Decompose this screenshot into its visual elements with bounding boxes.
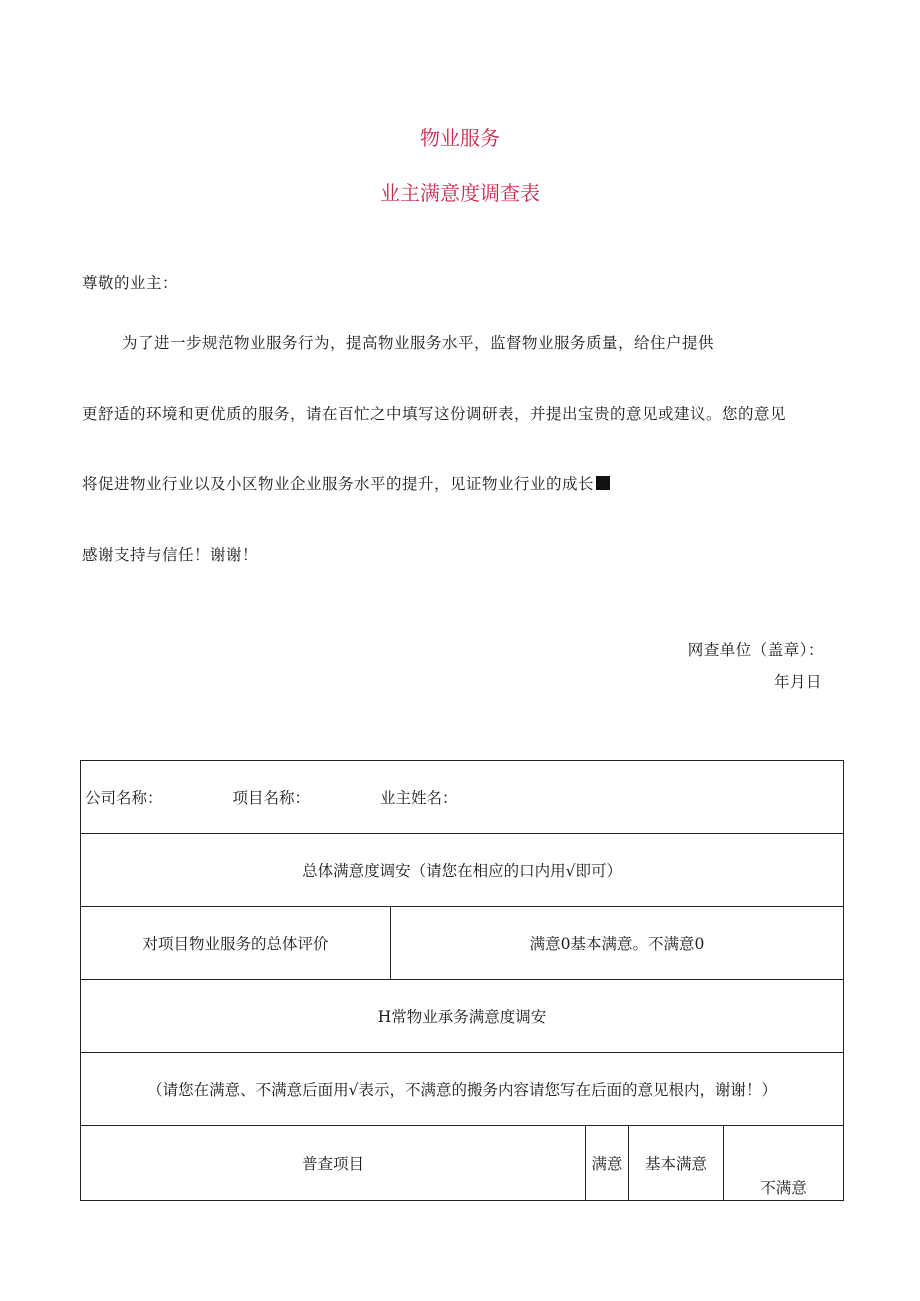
info-cell — [81, 761, 844, 834]
column-basic-satisfied: 基本满意 — [629, 1126, 724, 1201]
intro-paragraph-line-1: 为了进一步规范物业服务行为，提高物业服务水平，监督物业服务质量，给住户提供 — [122, 334, 715, 352]
overall-satisfaction-header: 总体满意度调安（请您在相应的口内用√即可） — [81, 834, 844, 907]
page-title: 物业服务 — [420, 126, 500, 150]
intro-paragraph-line-3-text: 将促进物业行业以及小区物业企业服务水平的提升，见证物业行业的成长 — [82, 475, 595, 493]
project-name-label: 项目名称： — [232, 789, 311, 807]
intro-paragraph-line-2: 更舒适的环境和更优质的服务，请在百忙之中填写这份调研表，并提出宝贵的意见或建议。您的意见 — [82, 405, 787, 423]
overall-row — [81, 907, 844, 980]
column-header-row — [81, 1126, 844, 1201]
overall-evaluation-options[interactable]: 满意0基本满意。不满意0 — [391, 907, 844, 980]
daily-header-row — [81, 980, 844, 1053]
column-survey-item: 普查项目 — [81, 1126, 586, 1201]
intro-paragraph-line-3 — [82, 472, 610, 494]
overall-evaluation-item: 对项目物业服务的总体评价 — [81, 907, 391, 980]
survey-table — [80, 760, 844, 1201]
daily-service-header: H常物业承务满意度调安 — [81, 980, 844, 1053]
company-name-label: 公司名称： — [85, 789, 163, 807]
redaction-block — [596, 476, 610, 490]
salutation: 尊敬的业主： — [82, 274, 179, 292]
daily-service-instruction: （请您在满意、不满意后面用√表示，不满意的搬务内容请您写在后面的意见根内，谢谢！） — [81, 1053, 844, 1126]
page-subtitle: 业主满意度调查表 — [380, 181, 540, 205]
thanks-line: 感谢支持与信任！谢谢！ — [82, 546, 259, 564]
info-row — [81, 761, 844, 834]
column-unsatisfied: 不满意 — [724, 1126, 844, 1201]
date-label: 年月日 — [773, 673, 822, 691]
owner-name-label: 业主姓名： — [380, 789, 458, 807]
column-satisfied: 满意 — [586, 1126, 629, 1201]
overall-header-row — [81, 834, 844, 907]
survey-unit-label: 网查单位（盖章）： — [687, 641, 824, 659]
instruction-row — [81, 1053, 844, 1126]
